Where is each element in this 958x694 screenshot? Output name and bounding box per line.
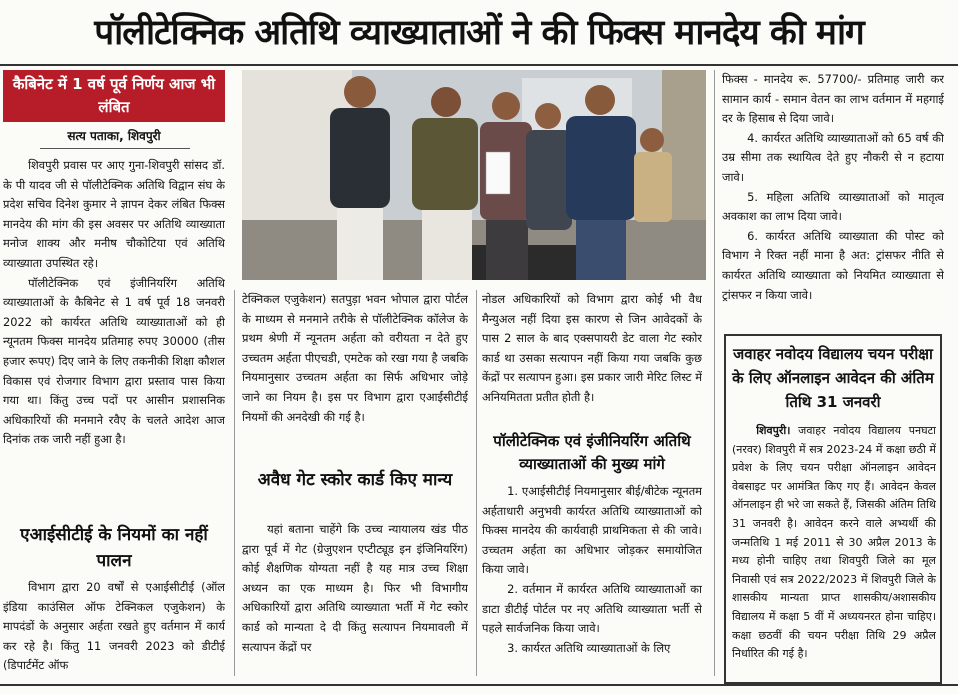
column-3-bottom <box>482 482 702 676</box>
col2-paragraph-2: यहां बताना चाहेंगे कि उच्च न्यायालय खंड पीठ द्वारा पूर्व में गेट (ग्रेजुएशन एप्टीट्यूड इन इंजिनियरिंग) कोई शैक्षणिक योग्यता नहीं है यह मात्र उच्च शिक्षा अध्यन का एक माध्यम है। फिर भी विभागीय अधिकारियों द्वारा अतिथि व्याख्याता भर्ती में गेट स्कोर कार्ड को मान्यता दे दी किंतु सत्यापन नियमावली में सत्यापन केंद्रों पर <box>242 522 468 654</box>
col3-subhead: पॉलीटेक्निक एवं इंजीनियरिंग अतिथि व्याख्याताओं की मुख्य मांगे <box>493 432 691 473</box>
deck-text: कैबिनेट में 1 वर्ष पूर्व निर्णय आज भी लंबित <box>12 75 216 116</box>
box-lead: शिवपुरी। <box>756 424 791 437</box>
demand-6: 6. कार्यरत अतिथि व्याख्याता की पोस्ट को विभाग ने रिक्त नहीं माना है अत: ट्रांसफर नीति से कार्यरत अतिथि व्याख्याता को नियमित व्याख्याता से ट्रांसफर न किया जावे। <box>722 228 944 302</box>
demand-5: 5. महिला अतिथि व्याख्याताओं को मातृत्व अवकाश का लाभ दिया जावे। <box>722 189 944 224</box>
column-1-top <box>3 156 225 522</box>
col3-paragraph-1: नोडल अधिकारियों को विभाग द्वारा कोई भी वैध मैन्युअल नहीं दिया इस कारण से जिन आवेदकों के पास 2 साल के बाद एक्सपायरी डेट वाला गेट स्कोर कार्ड था उसका सत्यापन नहीं किया गया जबकि कुछ केंद्रों पर सत्यापन हुआ। इस प्रकार जारी मेरिट लिस्ट में अनियमितता प्रतीत होती है। <box>482 292 702 404</box>
headline-rule <box>0 64 958 66</box>
col4-paragraph-1: फिक्स - मानदेय रू. 57700/- प्रतिमाह जारी कर सामान कार्य - समान वेतन का लाभ वर्तमान में महगाई दर के हिसाब से दिया जावे। <box>722 72 944 126</box>
column-2-bottom <box>242 520 468 676</box>
demand-4: 4. कार्यरत अतिथि व्याख्याताओं को 65 वर्ष की उम्र सीमा तक स्थायित्व देते हुए नौकरी से न हटाया जावे। <box>722 130 944 184</box>
box-body <box>732 422 936 680</box>
navodaya-story-box <box>724 334 942 684</box>
bottom-rule <box>0 684 958 686</box>
news-photo <box>242 70 706 280</box>
box-body-text: जवाहर नवोदय विद्यालय पनघटा (नरवर) शिवपुरी में सत्र 2023-24 में कक्षा छठी में प्रवेश के लिए चयन परीक्षा ऑनलाइन आवेदन वेबसाइट पर आमंत्रित किए गए हैं। आवेदन केवल ऑनलाइन ही भरे जा सकते हैं, जिसकी अंतिम तिथि 31 जनवरी है। आवेदन करने वाले अभ्यर्थी की जन्मतिथि 1 मई 2011 से 30 अप्रैल 2013 के मध्य होनी चाहिए तथा शिवपुरी जिले का मूल निवासी एवं सत्र 2022/2023 में शिवपुरी जिले के शासकीय मान्यता प्राप्त शासकीय/अशासकीय विद्यालय में कक्षा 5 वीं में अध्ययनरत होना चाहिए। कक्षा छठवीं की चयन परीक्षा तिथि 29 अप्रैल निर्धारित की गई है। <box>732 424 936 661</box>
col2-paragraph-1: टेक्निकल एजुकेशन) सतपुड़ा भवन भोपाल द्वारा पोर्टल के माध्यम से मनमाने तरीके से पॉलीटेक्निक कॉलेज के प्रथम श्रेणी में न्यूनतम अर्हता को वरीयता न देते हुए उच्चतम अर्हता पीएचडी, एमटेक को रखा गया है जबकि नियमानुसार उच्चतम अर्हता का सिर्फ अधिभार जोड़े जाने का नियम है। इस पर विभाग द्वारा एआईसीटीई नियमों की अनदेखी की गई है। <box>242 292 468 424</box>
demand-1: 1. एआईसीटीई नियमानुसार बीई/बीटेक न्यूनतम अर्हताधारी अनुभवी कार्यरत अतिथि व्याख्याताओं को फिक्स मानदेय की कार्यवाही प्राथमिकता से की जावे। उच्चतम अर्हता का अधिभार जोड़कर समायोजित किया जावे। <box>482 484 702 577</box>
column-1-bottom <box>3 578 225 676</box>
col2-subhead: अवैध गेट स्कोर कार्ड किए मान्य <box>257 470 453 490</box>
col1-paragraph-3: विभाग द्वारा 20 वर्षों से एआईसीटीई (ऑल इंडिया काउंसिल ऑफ टेक्निकल एजुकेशन) के मापदंडों के अनुसार अर्हता रखते हुए वर्तमान में कार्य कर रहे है। किंतु 11 जनवरी 2023 को डीटीई (डिपार्टमेंट ऑफ <box>3 580 225 673</box>
column-2-top <box>242 290 468 466</box>
column-divider-2 <box>476 290 477 676</box>
demand-2: 2. वर्तमान में कार्यरत अतिथि व्याख्याताओं का डाटा डीटीई पोर्टल पर नए अतिथि व्याख्याता भर्ती से पहले सार्वजनिक किया जावे। <box>482 581 702 636</box>
demand-3: 3. कार्यरत अतिथि व्याख्याताओं के लिए <box>507 640 671 655</box>
box-title: जवाहर नवोदय विद्यालय चयन परीक्षा के लिए ऑनलाइन आवेदन की अंतिम तिथि 31 जनवरी <box>732 345 934 411</box>
byline: सत्य पताका, शिवपुरी <box>67 129 161 143</box>
column-4-top <box>722 70 944 328</box>
col1-paragraph-1: शिवपुरी प्रवास पर आए गुना-शिवपुरी सांसद डॉ. के पी यादव जी से पॉलीटेक्निक अतिथि विद्वान संघ के प्रदेश सचिव दिनेश कुमार ने ज्ञापन देकर लंबित फिक्स मानदेय की मांग की इस अवसर पर अतिथि व्याख्याता मनोज शाक्य और मनीष चौकोटिया एवं अतिथि व्याख्याता उपस्थित रहे। <box>3 158 225 270</box>
col1-paragraph-2: पॉलीटेक्निक एवं इंजीनियरिंग अतिथि व्याख्याताओं के कैबिनेट से 1 वर्ष पूर्व 18 जनवरी 2022 को कार्यरत अतिथि व्याख्याताओं को ही न्यूनतम फिक्स मानदेय प्रतिमाह रुपए 30000 (तीस हजार रूपए) दिए जाने के लिए तकनीकी शिक्षा कौशल विकास एवं रोजगार विभाग द्वारा प्रस्ताव पास किया गया था। किंतु उच्च पदों पर आसीन प्रशासनिक अधिकारियों की मनमाने रवैए के चलते आदेश आज दिनांक तक जारी नहीं हुआ है। <box>3 275 225 447</box>
photo-illustration <box>242 70 706 280</box>
col1-subhead: एआईसीटीई के नियमों का नहीं पालन <box>20 525 208 571</box>
headline: पॉलीटेक्निक अतिथि व्याख्याताओं ने की फिक्स मानदेय की मांग <box>94 13 864 53</box>
column-divider-1 <box>234 290 235 676</box>
byline-rule <box>40 148 190 149</box>
column-3-top <box>482 290 702 430</box>
deck-banner <box>3 70 225 122</box>
column-divider-3 <box>714 70 715 676</box>
